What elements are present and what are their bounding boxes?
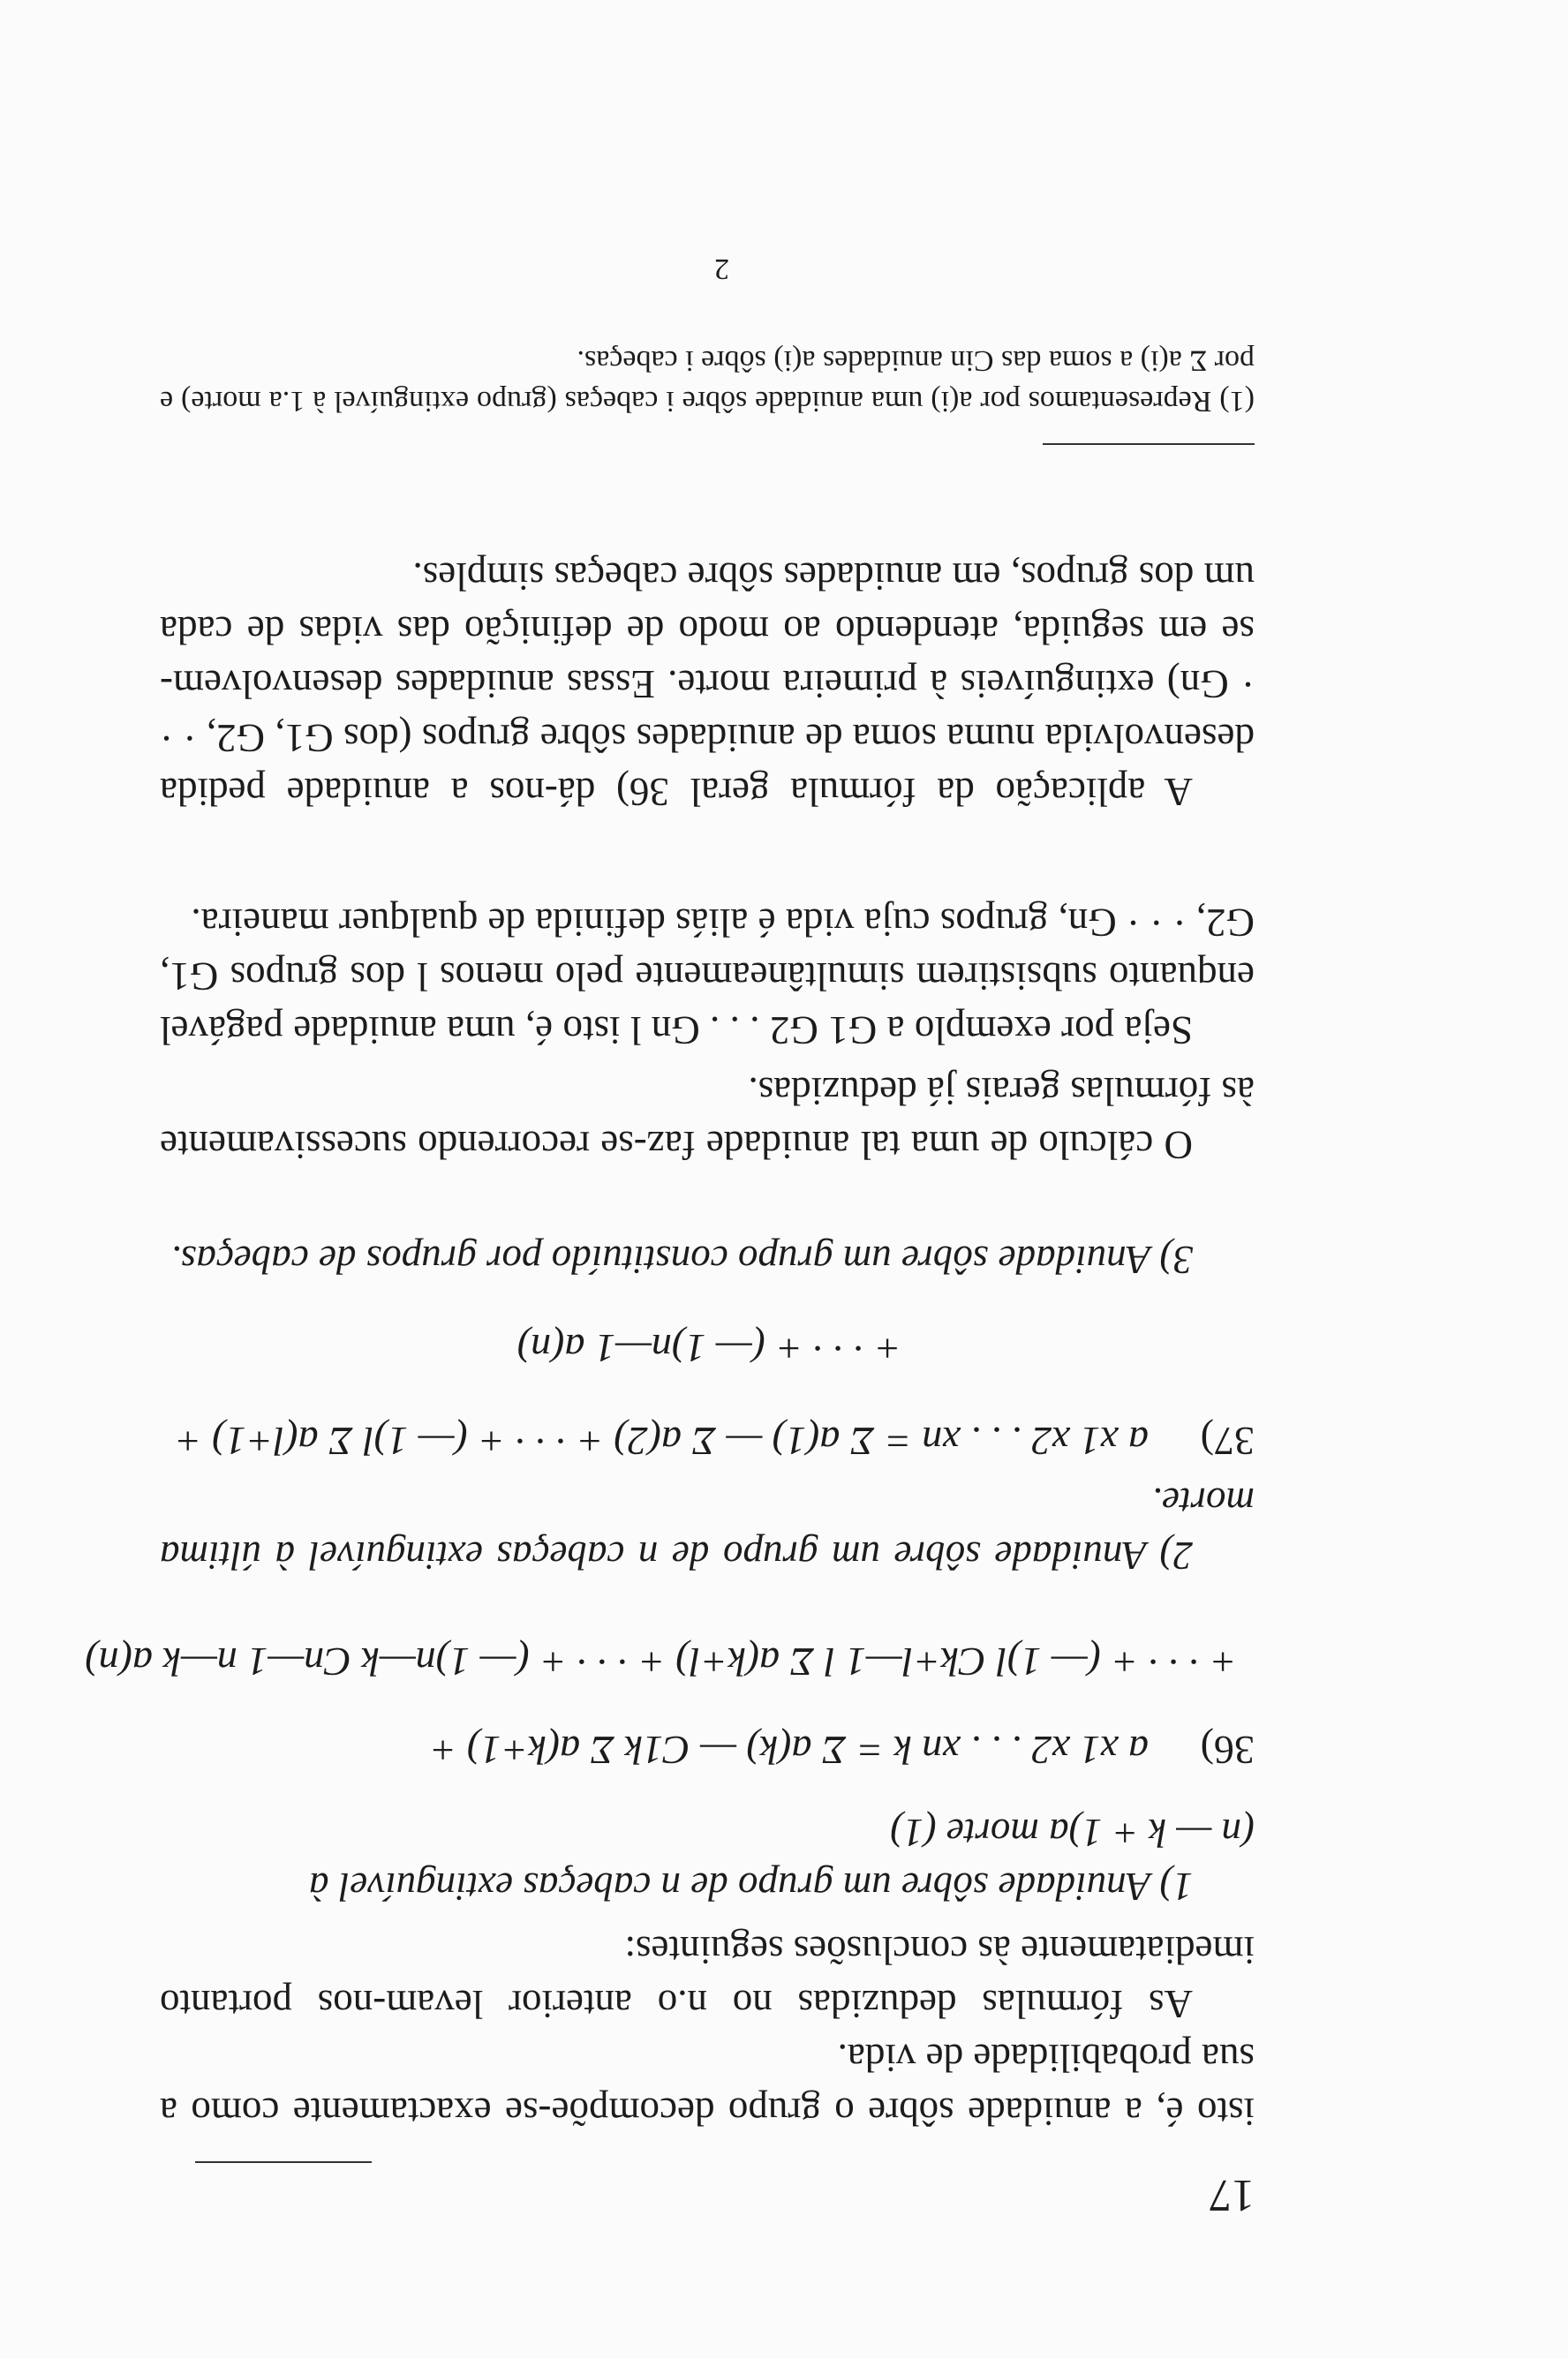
paragraph-application: A aplicação da fórmula geral 36) dá-nos a anuidade pedida desenvolvida numa soma de anuidades sôbre grupos (dos G1, G2, · · · Gn) extinguíveis à primeira morte. Essas anuidades desenvolvem-se em seguida, atendendo ao modo de definição das vidas de cada um dos grupos, em anuidades sôbre cabeças simples. xyxy=(160,554,1255,814)
paragraph-example: Seja por exemplo a G1 G2 . . . Gn l isto é, uma anuidade pagável enquanto subsistirem simultâneamente pelo menos l dos grupos G1, G2, · · · Gn, grupos cuja vida é aliás definida de qualquer maneira. xyxy=(160,901,1255,1052)
paragraph-formulas-intro: As fórmulas deduzidas no n.o anterior levam-nos portanto imediatamente às conclusões seguintes: xyxy=(160,1928,1255,2026)
paragraph-calculation: O cálculo de uma tal anuidade faz-se recorrendo sucessivamente às fórmulas gerais já deduzidas. xyxy=(160,1069,1255,1167)
footnote-rule xyxy=(1043,443,1255,445)
item-1-heading: 1) Anuidade sôbre um grupo de n cabeças extinguível à xyxy=(308,1865,1193,1909)
equation-37-continuation: + · · · + (— 1)n—1 a(n) xyxy=(516,1326,901,1371)
footnote: (1) Representamos por a(i) uma anuidade sôbre i cabeças (grupo extinguível à 1.a morte) e por Σ a(i) a soma das Cin anuidades a(i) sôbre i cabeças. xyxy=(160,344,1255,418)
item-2-heading: 2) Anuidade sôbre um grupo de n cabeças extinguível à última morte. xyxy=(160,1480,1255,1578)
header-rule xyxy=(195,2161,372,2163)
equation-36-expression: a x1 x2 . . . xn k = Σ a(k) — C1k Σ a(k+1) + xyxy=(429,1728,1149,1773)
item-1-tail: (n — k + 1)a morte (1) xyxy=(890,1811,1255,1855)
item-3-heading: 3) Anuidade sôbre um grupo constituído por grupos de cabeças. xyxy=(170,1238,1193,1282)
equation-37-number: 37) xyxy=(1200,1419,1255,1464)
footer-signature-number: 2 xyxy=(714,252,729,285)
equation-36-continuation: + · · · + (— 1)l Ck+l—1 l Σ a(k+l) + · · · + (— 1)n—k Cn—1 n—k a(n) xyxy=(85,1639,1237,1684)
equation-36-number: 36) xyxy=(1200,1728,1255,1773)
paragraph-continuation: isto é, a anuidade sôbre o grupo decompõe-se exactamente como a sua probabilidade de vida. xyxy=(160,2036,1255,2134)
page-number: 17 xyxy=(1209,2170,1255,2220)
equation-37-expression: a x1 x2 . . . xn = Σ a(1) — Σ a(2) + · · · + (— 1)l Σ a(l+1) + xyxy=(174,1419,1149,1464)
